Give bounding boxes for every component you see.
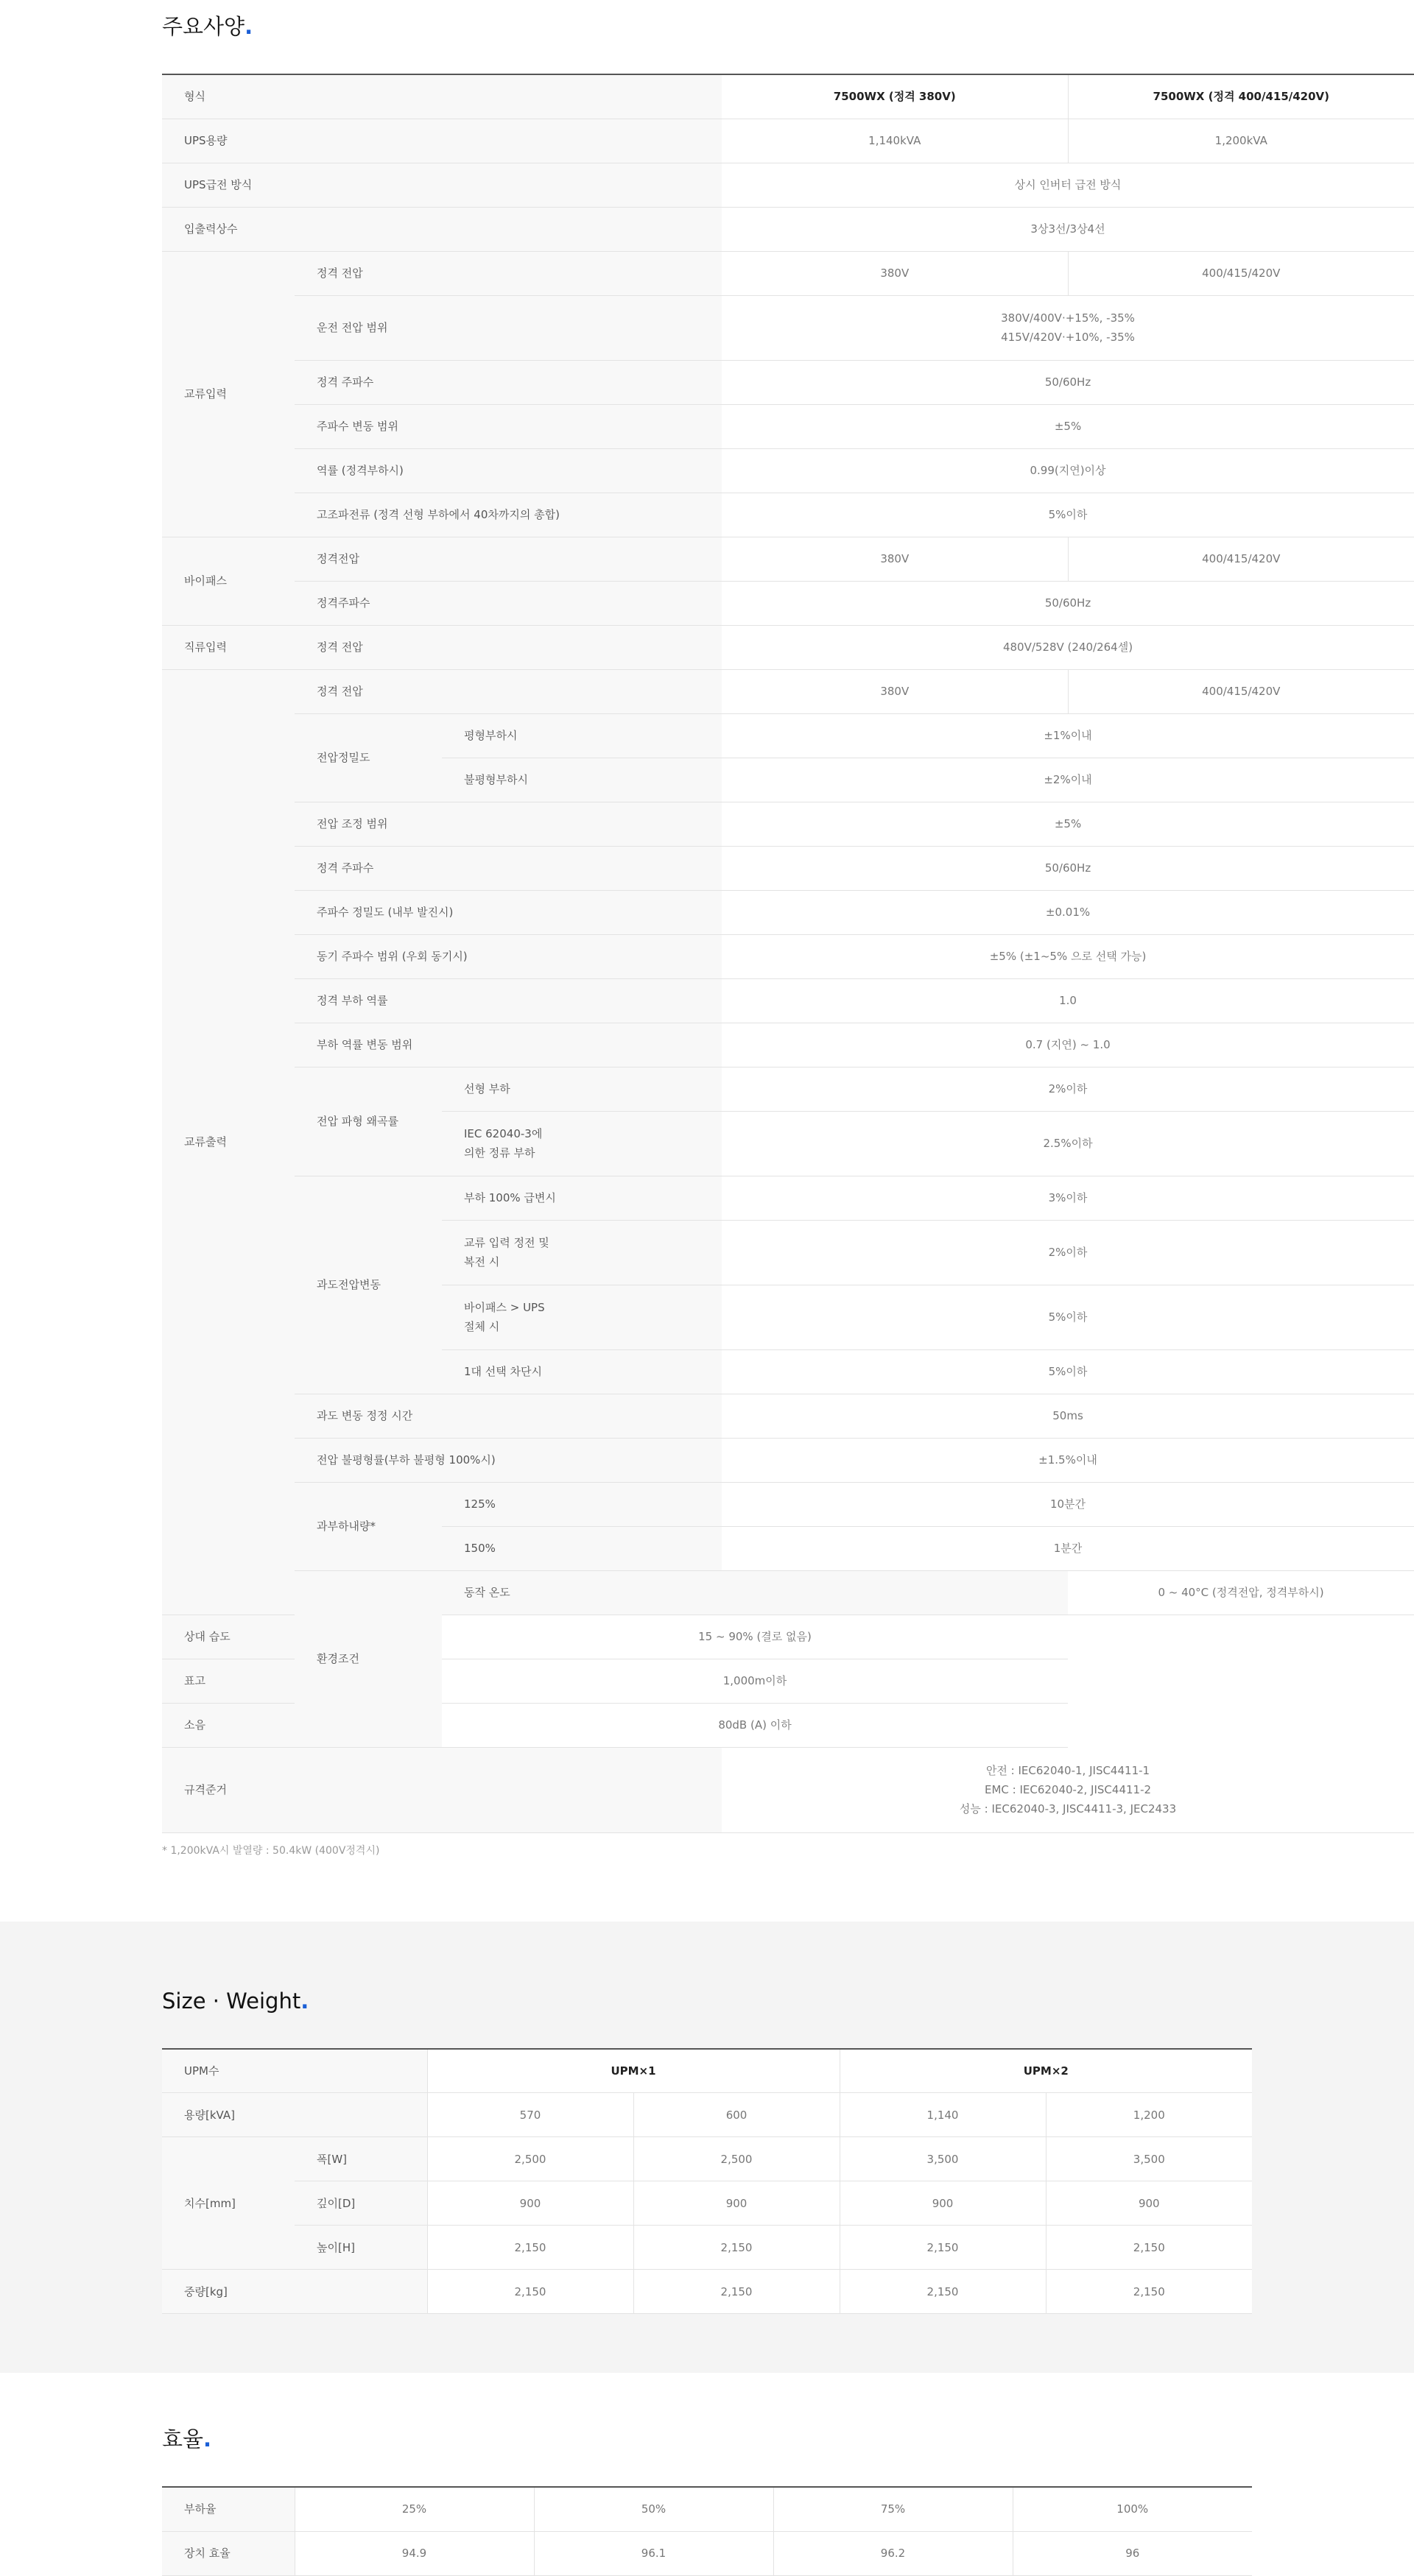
row-label: 형식 (162, 74, 722, 119)
cell-value: 900 (633, 2181, 840, 2226)
cell-value: 570 (427, 2093, 633, 2137)
title-dot: . (203, 2427, 212, 2452)
row-label: 역률 (정격부하시) (295, 448, 722, 493)
row-label: UPS용량 (162, 119, 722, 163)
row-label: 규격준거 (162, 1747, 722, 1832)
sub-label: 불평형부하시 (442, 758, 722, 802)
sub-label (442, 1220, 722, 1285)
cell-value: 2,150 (840, 2270, 1046, 2314)
table-row (162, 2137, 1252, 2181)
cell-value: 96.1 (534, 2531, 773, 2575)
group-label-env: 환경조건 (295, 1570, 442, 1747)
table-row (162, 119, 1414, 163)
row-label: 정격전압 (295, 537, 722, 581)
sub-label: 부하 100% 급변시 (442, 1176, 722, 1220)
row-label: 정격 주파수 (295, 846, 722, 890)
row-label: 부하율 (162, 2487, 295, 2531)
cell-value: 50/60Hz (722, 360, 1414, 404)
table-row (162, 978, 1414, 1023)
sub-label-line: 복전 시 (464, 1255, 500, 1268)
cell-value: 2,150 (633, 2226, 840, 2270)
cell-value: 2.5%이하 (722, 1111, 1414, 1176)
spec-title: 주요사양. (162, 14, 253, 39)
row-label: 정격 전압 (295, 625, 722, 669)
cell-value: 2,150 (1046, 2270, 1252, 2314)
row-label: 운전 전압 범위 (295, 295, 722, 360)
cell-value: 3,500 (840, 2137, 1046, 2181)
sub-label: 150% (442, 1526, 722, 1570)
cell-value (722, 1747, 1414, 1832)
std-line: 성능 : IEC62040-3, JISC4411-3, JEC2433 (959, 1802, 1177, 1815)
cell-value: 3%이하 (722, 1176, 1414, 1220)
sub-label: 125% (442, 1482, 722, 1526)
cell-value: 480V/528V (240/264셀) (722, 625, 1414, 669)
title-dot: . (300, 1988, 309, 2014)
row-label: 과도전압변동 (295, 1176, 442, 1394)
table-row (162, 1023, 1414, 1067)
cell-value: 94.9 (295, 2531, 534, 2575)
cell-value: 2,150 (427, 2270, 633, 2314)
group-label-ac-output: 교류출력 (162, 669, 295, 1615)
cell-value: 1,200kVA (1068, 119, 1414, 163)
table-row (162, 448, 1414, 493)
group-label-dimension: 치수[mm] (162, 2137, 295, 2270)
row-label: 정격 전압 (295, 251, 722, 295)
cell-value: 3,500 (1046, 2137, 1252, 2181)
table-row (162, 2181, 1252, 2226)
row-label: 정격주파수 (295, 581, 722, 625)
cell-value: 80dB (A) 이하 (442, 1703, 1068, 1747)
table-row (162, 2049, 1252, 2093)
cell-value: ±5% (722, 802, 1414, 846)
table-row (162, 207, 1414, 251)
efficiency-title: 효율. (162, 2427, 212, 2452)
size-section (0, 1922, 1414, 2374)
cell-value: 600 (633, 2093, 840, 2137)
cell-value: 15 ~ 90% (결로 없음) (442, 1615, 1068, 1659)
op-range-line-1: 380V/400V·+15%, -35% (1001, 311, 1135, 325)
cell-value: 50/60Hz (722, 581, 1414, 625)
footnote: * 1,200kVA시 발열량 : 50.4kW (400V정격시) (162, 1844, 380, 1857)
row-label: 높이[H] (295, 2226, 427, 2270)
table-row (162, 802, 1414, 846)
cell-value: 900 (427, 2181, 633, 2226)
table-row (162, 846, 1414, 890)
size-table (162, 2048, 1252, 2315)
cell-value: 2,500 (427, 2137, 633, 2181)
cell-value: 5%이하 (722, 1285, 1414, 1349)
cell-value: 50% (534, 2487, 773, 2531)
model-b-header: 7500WX (정격 400/415/420V) (1068, 74, 1414, 119)
cell-value: 96 (1013, 2531, 1252, 2575)
cell-value: 1,140 (840, 2093, 1046, 2137)
row-label: 전압 파형 왜곡률 (295, 1067, 442, 1176)
table-row (162, 2270, 1252, 2314)
row-label: 전압 조정 범위 (295, 802, 722, 846)
cell-value: 900 (840, 2181, 1046, 2226)
upm2-header: UPM×2 (840, 2049, 1252, 2093)
cell-value: 0.99(지연)이상 (722, 448, 1414, 493)
cell-value: 75% (773, 2487, 1013, 2531)
cell-value: ±0.01% (722, 890, 1414, 934)
table-row (162, 1067, 1414, 1111)
row-label: 폭[W] (295, 2137, 427, 2181)
sub-label-line: 절체 시 (464, 1320, 500, 1333)
cell-value: 50/60Hz (722, 846, 1414, 890)
row-label: UPM수 (162, 2049, 427, 2093)
table-row (162, 2226, 1252, 2270)
row-label: 깊이[D] (295, 2181, 427, 2226)
cell-value: 2,150 (1046, 2226, 1252, 2270)
table-row (162, 404, 1414, 448)
cell-value: 400/415/420V (1068, 251, 1414, 295)
cell-value: 3상3선/3상4선 (722, 207, 1414, 251)
table-row (162, 2487, 1252, 2531)
row-label: 주파수 정밀도 (내부 발진시) (295, 890, 722, 934)
cell-value: 1.0 (722, 978, 1414, 1023)
cell-value: 2,150 (633, 2270, 840, 2314)
row-label: 상대 습도 (162, 1615, 442, 1659)
row-label: 표고 (162, 1659, 442, 1703)
table-row (162, 1394, 1414, 1438)
sub-label (442, 1285, 722, 1349)
table-row (162, 295, 1414, 360)
std-line: 안전 : IEC62040-1, JISC4411-1 (985, 1764, 1150, 1777)
upm1-header: UPM×1 (427, 2049, 840, 2093)
cell-value: 2%이하 (722, 1220, 1414, 1285)
table-row (162, 537, 1414, 581)
sub-label-line: 교류 입력 정전 및 (464, 1236, 549, 1249)
table-row (162, 493, 1414, 537)
cell-value: ±1.5%이내 (722, 1438, 1414, 1482)
efficiency-table (162, 2486, 1252, 2576)
sub-label: 선형 부하 (442, 1067, 722, 1111)
cell-value: 900 (1046, 2181, 1252, 2226)
table-row (162, 163, 1414, 207)
cell-value: 2,500 (633, 2137, 840, 2181)
sub-label (442, 1111, 722, 1176)
cell-value: 400/415/420V (1068, 669, 1414, 713)
table-row (162, 1482, 1414, 1526)
table-row (162, 934, 1414, 978)
cell-value: 상시 인버터 급전 방식 (722, 163, 1414, 207)
cell-value: 2,150 (840, 2226, 1046, 2270)
table-row (162, 713, 1414, 758)
cell-value: 380V (722, 669, 1068, 713)
cell-value: 0 ~ 40°C (정격전압, 정격부하시) (1068, 1570, 1414, 1615)
table-row (162, 2093, 1252, 2137)
row-label: 과도 변동 정정 시간 (295, 1394, 722, 1438)
cell-value: 50ms (722, 1394, 1414, 1438)
table-row (162, 1703, 1414, 1747)
row-label: 입출력상수 (162, 207, 722, 251)
cell-value: 1,000m이하 (442, 1659, 1068, 1703)
cell-value: 5%이하 (722, 1349, 1414, 1394)
table-row (162, 251, 1414, 295)
cell-value: 400/415/420V (1068, 537, 1414, 581)
cell-value: ±5% (722, 404, 1414, 448)
spec-table (162, 74, 1414, 1833)
cell-value: 0.7 (지연) ~ 1.0 (722, 1023, 1414, 1067)
cell-value: 380V (722, 537, 1068, 581)
op-range-line-2: 415V/420V·+10%, -35% (1001, 331, 1135, 344)
table-row (162, 890, 1414, 934)
cell-value: 1,200 (1046, 2093, 1252, 2137)
efficiency-section (0, 2373, 1414, 2576)
sub-label-line: IEC 62040-3에 (464, 1127, 543, 1140)
table-row (162, 669, 1414, 713)
row-label: 장치 효율 (162, 2531, 295, 2575)
table-row (162, 1438, 1414, 1482)
row-label: 전압정밀도 (295, 713, 442, 802)
row-label: 용량[kVA] (162, 2093, 427, 2137)
model-a-header: 7500WX (정격 380V) (722, 74, 1068, 119)
cell-value: 25% (295, 2487, 534, 2531)
title-dot: . (245, 14, 253, 39)
cell-value (722, 295, 1414, 360)
row-label: 중량[kg] (162, 2270, 427, 2314)
row-label: 부하 역률 변동 범위 (295, 1023, 722, 1067)
row-label: UPS급전 방식 (162, 163, 722, 207)
group-label-bypass: 바이패스 (162, 537, 295, 625)
table-row (162, 581, 1414, 625)
table-row (162, 1176, 1414, 1220)
size-title: Size · Weight. (162, 1988, 309, 2014)
cell-value: 10분간 (722, 1482, 1414, 1526)
cell-value: 100% (1013, 2487, 1252, 2531)
cell-value: 96.2 (773, 2531, 1013, 2575)
cell-value: 1,140kVA (722, 119, 1068, 163)
cell-value: 1분간 (722, 1526, 1414, 1570)
row-label: 고조파전류 (정격 선형 부하에서 40차까지의 총합) (295, 493, 722, 537)
table-row (162, 1747, 1414, 1832)
row-label: 정격 전압 (295, 669, 722, 713)
row-label: 주파수 변동 범위 (295, 404, 722, 448)
cell-value: ±1%이내 (722, 713, 1414, 758)
cell-value: 2,150 (427, 2226, 633, 2270)
row-label: 정격 주파수 (295, 360, 722, 404)
group-label-dc-input: 직류입력 (162, 625, 295, 669)
cell-value: ±2%이내 (722, 758, 1414, 802)
sub-label: 평형부하시 (442, 713, 722, 758)
table-row (162, 74, 1414, 119)
cell-value: 380V (722, 251, 1068, 295)
row-label: 동작 온도 (442, 1570, 1068, 1615)
table-row (162, 1570, 1414, 1615)
row-label: 동기 주파수 범위 (우회 동기시) (295, 934, 722, 978)
group-label-ac-input: 교류입력 (162, 251, 295, 537)
cell-value: 2%이하 (722, 1067, 1414, 1111)
sub-label: 1대 선택 차단시 (442, 1349, 722, 1394)
sub-label-line: 바이패스 > UPS (464, 1301, 545, 1314)
table-row (162, 360, 1414, 404)
table-row (162, 625, 1414, 669)
cell-value: ±5% (±1~5% 으로 선택 가능) (722, 934, 1414, 978)
cell-value: 5%이하 (722, 493, 1414, 537)
row-label: 과부하내량* (295, 1482, 442, 1570)
row-label: 전압 불평형률(부하 불평형 100%시) (295, 1438, 722, 1482)
row-label: 정격 부하 역률 (295, 978, 722, 1023)
sub-label-line: 의한 정류 부하 (464, 1146, 535, 1160)
table-row (162, 2531, 1252, 2575)
std-line: EMC : IEC62040-2, JISC4411-2 (984, 1783, 1152, 1796)
row-label: 소음 (162, 1703, 442, 1747)
